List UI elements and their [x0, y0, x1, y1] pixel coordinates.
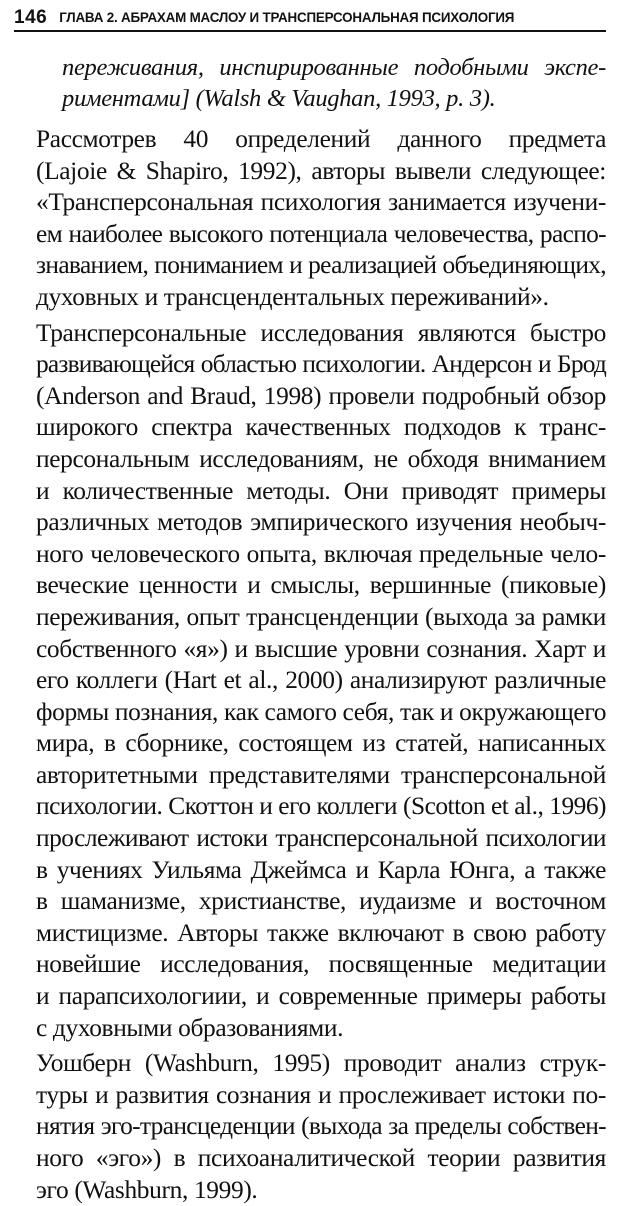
text-line: персональным исследованиям, не обходя вниманием — [36, 444, 606, 473]
text-line: переживания, опыт трансценденции (выхода за рамки — [36, 602, 606, 631]
text-line: ем наиболее высокого потенциала человечества, распо- — [36, 219, 606, 248]
running-head — [14, 2, 606, 32]
text-line: Уошберн (Washburn, 1995) проводит анализ струк- — [36, 1049, 606, 1078]
text-line: и количественные методы. Они приводят примеры — [36, 476, 606, 505]
text-line: риментами] (Walsh & Vaughan, 1993, p. 3). — [62, 85, 496, 112]
text-line: знаванием, пониманием и реализацией объединяющих, — [36, 251, 606, 280]
text-line: его коллеги (Hart et al., 2000) анализируют различные — [36, 666, 606, 695]
text-line: переживания, инспирированные подобными экспе- — [62, 54, 606, 81]
text-line: собственного «я») и высшие уровни сознания. Харт и — [36, 634, 606, 663]
text-line: Рассмотрев 40 определений данного предмета — [36, 125, 606, 153]
text-line: в учениях Уильяма Джеймса и Карла Юнга, а также — [36, 855, 606, 884]
text-line: формы познания, как самого себя, так и окружающего — [36, 697, 607, 726]
quote-continuation — [14, 52, 606, 114]
text-line: и парапсихологиии, и современные примеры работы — [36, 982, 606, 1011]
text-line: ного человеческого опыта, включая предельные чело- — [36, 539, 606, 568]
text-line: туры и развития сознания и прослеживает истоки по- — [36, 1080, 606, 1109]
text-line: мистицизме. Авторы также включают в свою работу — [36, 918, 606, 947]
paragraph-washburn — [14, 1048, 606, 1206]
text-line: духовных и трансцендентальных переживаний». — [36, 282, 549, 311]
text-line: психологии. Скоттон и его коллеги (Scotton et al., 1996) — [36, 792, 606, 821]
text-line: в шаманизме, христианстве, иудаизме и восточном — [36, 887, 606, 916]
text-line: Трансперсональные исследования являются быстро — [36, 318, 606, 347]
text-line: нятия эго-трансцеденции (выхода за пределы собствен- — [36, 1112, 606, 1141]
chapter-title: ГЛАВА 2. АБРАХАМ МАСЛОУ И ТРАНСПЕРСОНАЛЬНАЯ ПСИХОЛОГИЯ — [59, 10, 515, 25]
text-line: прослеживают истоки трансперсональной психологии — [36, 824, 606, 853]
text-line: (Anderson and Braud, 1998) провели подробный обзор — [36, 381, 606, 410]
text-line: широкого спектра качественных подходов к транс- — [36, 413, 606, 442]
body-text — [14, 52, 606, 1206]
text-line: веческие ценности и смыслы, вершинные (пиковые) — [36, 571, 606, 600]
page-number: 146 — [14, 7, 48, 28]
text-line: с духовными образованиями. — [36, 1013, 344, 1042]
paragraph-research — [14, 318, 606, 1045]
text-line: (Lajoie & Shapiro, 1992), авторы вывели следующее: — [36, 156, 606, 185]
paragraph-definitions — [14, 124, 606, 314]
text-line: «Трансперсональная психология занимается изучени- — [36, 188, 606, 217]
text-line: авторитетными представителями трансперсональной — [36, 760, 606, 789]
text-line: мира, в сборнике, состоящем из статей, написанных — [36, 729, 606, 758]
text-line: развивающейся областью психологии. Андерсон и Брод — [36, 350, 606, 379]
text-line: ного «эго») в психоаналитической теории развития — [36, 1144, 606, 1172]
text-line: новейшие исследования, посвященные медитации — [36, 950, 606, 979]
text-line: различных методов эмпирического изучения необыч- — [36, 508, 606, 537]
text-line: эго (Washburn, 1999). — [36, 1175, 258, 1204]
